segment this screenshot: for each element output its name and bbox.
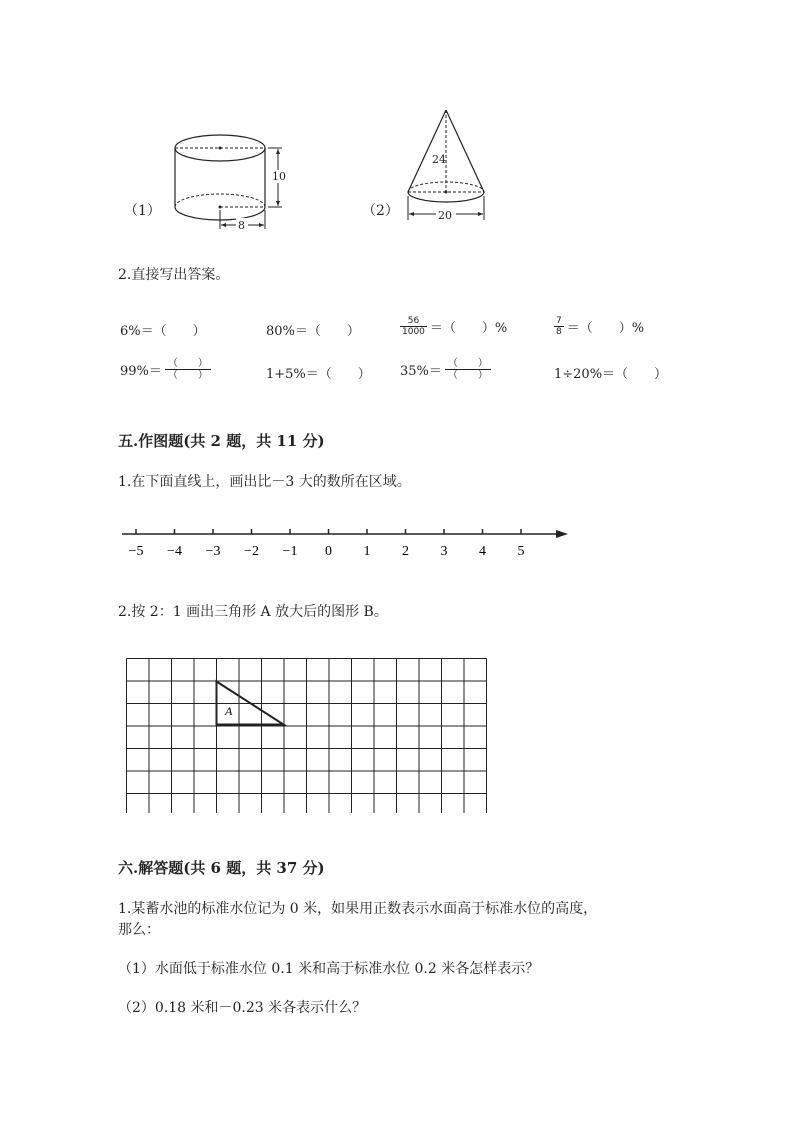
- number-line-tick-label: 3: [440, 544, 448, 559]
- cone-figure: [400, 104, 495, 224]
- expr-text: ＝（ ）%: [429, 321, 508, 336]
- fraction: [165, 358, 211, 381]
- triangle-a-label: A: [225, 704, 233, 718]
- section6-q1-line2: 那么：: [118, 922, 160, 938]
- expr-text: ＝（ ）%: [566, 321, 645, 336]
- number-line-tick-label: −4: [167, 544, 182, 559]
- fraction: [554, 316, 564, 337]
- expr-text: 6%＝（ ）: [120, 324, 206, 339]
- section5-heading: 五.作图题(共 2 题，共 11 分): [118, 432, 325, 450]
- expr-row2-2: [266, 363, 371, 382]
- expr-row2-3: [400, 358, 491, 381]
- cone-diameter-label: 20: [438, 209, 452, 222]
- number-line-tick-label: 1: [363, 544, 371, 559]
- expr-row1-3: [400, 316, 507, 337]
- number-line-tick-label: 0: [325, 544, 332, 559]
- number-line-tick-label: 5: [517, 544, 525, 559]
- number-line-tick-label: −5: [128, 544, 144, 559]
- cylinder-radius-label: 8: [238, 219, 245, 232]
- expr-row1-2: [266, 320, 360, 339]
- fraction-denominator: 1000: [402, 327, 425, 337]
- section6-sub1: （1）水面低于标准水位 0.1 米和高于标准水位 0.2 米各怎样表示？: [118, 961, 540, 977]
- cylinder-height-label: 10: [272, 170, 286, 183]
- fraction-denominator: （ ）: [447, 370, 488, 381]
- expr-text: 1+5%＝（ ）: [266, 367, 371, 382]
- figure-2-index: （2）: [362, 203, 399, 219]
- expr-text: 99%＝: [120, 364, 162, 379]
- number-line-tick-label: −1: [282, 544, 298, 559]
- expr-row2-1: [120, 358, 211, 381]
- expr-text: 80%＝（ ）: [266, 324, 360, 339]
- number-line-arrow: [556, 530, 568, 538]
- q2-direct-title: 2.直接写出答案。: [118, 267, 230, 283]
- section5-q1: 1.在下面直线上，画出比－3 大的数所在区域。: [118, 474, 411, 490]
- section6-sub2: （2）0.18 米和－0.23 米各表示什么？: [118, 1000, 367, 1016]
- expr-text: 1÷20%＝（ ）: [554, 367, 668, 382]
- number-line-tick-label: −3: [205, 544, 221, 559]
- expr-row2-4: [554, 363, 667, 382]
- number-line-tick-label: −2: [244, 544, 259, 559]
- number-line-tick-label: 4: [479, 544, 486, 559]
- drawing-grid[interactable]: [126, 658, 490, 813]
- section6-q1-line1: 1.某蓄水池的标准水位记为 0 米，如果用正数表示水面高于标准水位的高度，: [118, 901, 598, 917]
- number-line: [118, 522, 578, 567]
- section5-q2: 2.按 2：1 画出三角形 A 放大后的图形 B。: [118, 604, 388, 620]
- fraction-numerator: （ ）: [445, 358, 491, 370]
- fraction-numerator: 56: [400, 316, 427, 327]
- expr-row1-1: [120, 320, 206, 339]
- fraction-numerator: （ ）: [165, 358, 211, 370]
- fraction-denominator: 8: [556, 327, 562, 337]
- figure-1-index: （1）: [124, 203, 161, 219]
- number-line-tick-label: 2: [402, 544, 409, 559]
- expr-row1-4: [554, 316, 644, 337]
- fraction-denominator: （ ）: [167, 370, 208, 381]
- fraction: [445, 358, 491, 381]
- section6-heading: 六.解答题(共 6 题，共 37 分): [118, 859, 325, 877]
- expr-text: 35%＝: [400, 364, 442, 379]
- fraction-numerator: 7: [556, 316, 562, 326]
- cone-height-label: 24: [432, 153, 446, 166]
- fraction: [400, 316, 427, 337]
